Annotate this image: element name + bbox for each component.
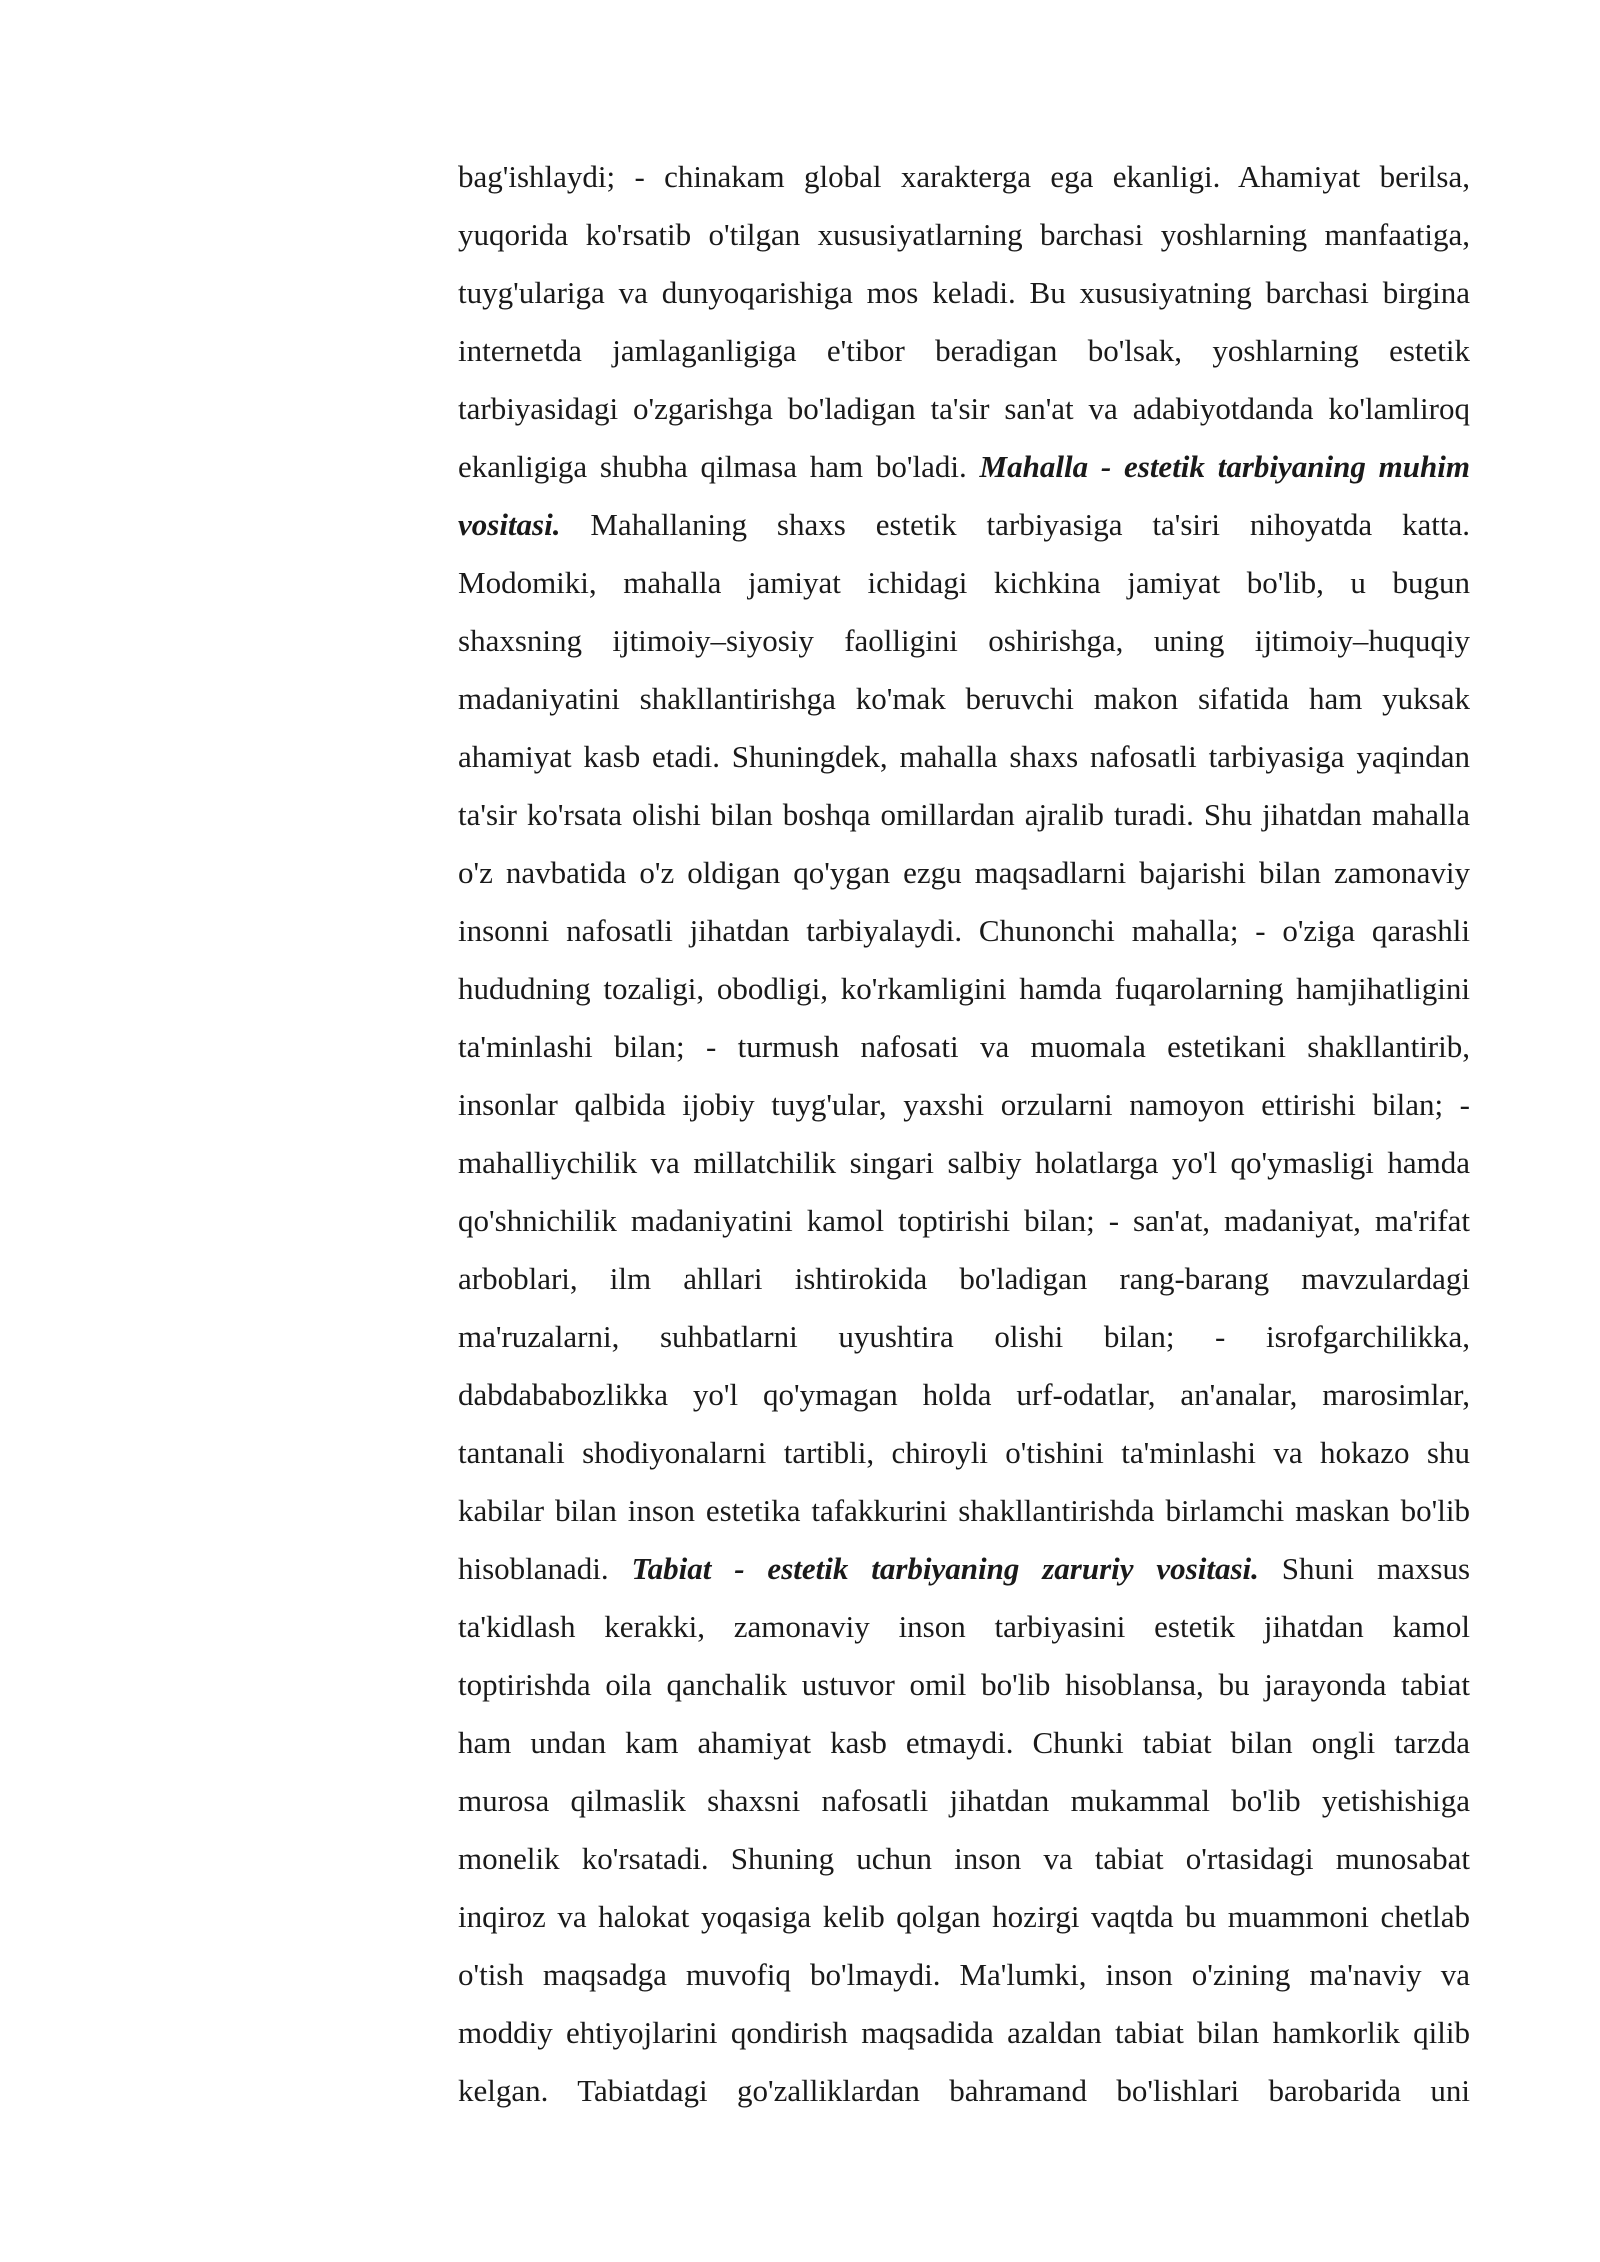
text-run: ahamiyat kasb etadi. Shuningdek, mahalla shaxs nafosatli tarbiyasiga yaqindan bbox=[458, 739, 1470, 774]
text-line bbox=[458, 844, 1470, 902]
text-line bbox=[458, 496, 1470, 554]
text-run: tuyg'ulariga va dunyoqarishiga mos keladi. Bu xususiyatning barchasi birgina bbox=[458, 275, 1470, 310]
text-line bbox=[458, 670, 1470, 728]
bold-italic-heading: vositasi. bbox=[458, 507, 561, 542]
text-run: murosa qilmaslik shaxsni nafosatli jihatdan mukammal bo'lib yetishishiga bbox=[458, 1783, 1470, 1818]
bold-italic-heading: Mahalla - estetik tarbiyaning muhim bbox=[979, 449, 1470, 484]
text-run: hisoblanadi. bbox=[458, 1551, 632, 1586]
text-run: Modomiki, mahalla jamiyat ichidagi kichkina jamiyat bo'lib, u bugun bbox=[458, 565, 1470, 600]
text-run: ham undan kam ahamiyat kasb etmaydi. Chunki tabiat bilan ongli tarzda bbox=[458, 1725, 1470, 1760]
text-run: mahalliychilik va millatchilik singari salbiy holatlarga yo'l qo'ymasligi hamda bbox=[458, 1145, 1470, 1180]
text-line bbox=[458, 1192, 1470, 1250]
text-line bbox=[458, 2062, 1470, 2120]
text-line bbox=[458, 1482, 1470, 1540]
body-text bbox=[458, 148, 1470, 2120]
text-run: ma'ruzalarni, suhbatlarni uyushtira olishi bilan; - isrofgarchilikka, bbox=[458, 1319, 1470, 1354]
text-run: internetda jamlaganligiga e'tibor beradigan bo'lsak, yoshlarning estetik bbox=[458, 333, 1470, 368]
text-run: toptirishda oila qanchalik ustuvor omil bo'lib hisoblansa, bu jarayonda tabiat bbox=[458, 1667, 1470, 1702]
text-line bbox=[458, 728, 1470, 786]
text-line bbox=[458, 960, 1470, 1018]
text-line bbox=[458, 1134, 1470, 1192]
text-run: bag'ishlaydi; - chinakam global xarakterga ega ekanligi. Ahamiyat berilsa, bbox=[458, 159, 1470, 194]
text-run: qo'shnichilik madaniyatini kamol toptirishi bilan; - san'at, madaniyat, ma'rifat bbox=[458, 1203, 1470, 1238]
text-line bbox=[458, 786, 1470, 844]
text-run: hududning tozaligi, obodligi, ko'rkamligini hamda fuqarolarning hamjihatligini bbox=[458, 971, 1470, 1006]
text-run: insonni nafosatli jihatdan tarbiyalaydi. Chunonchi mahalla; - o'ziga qarashli bbox=[458, 913, 1470, 948]
text-line bbox=[458, 1366, 1470, 1424]
text-run: monelik ko'rsatadi. Shuning uchun inson va tabiat o'rtasidagi munosabat bbox=[458, 1841, 1470, 1876]
text-run: kabilar bilan inson estetika tafakkurini shakllantirishda birlamchi maskan bo'lib bbox=[458, 1493, 1470, 1528]
text-run: Shuni maxsus bbox=[1258, 1551, 1470, 1586]
text-run: ta'kidlash kerakki, zamonaviy inson tarbiyasini estetik jihatdan kamol bbox=[458, 1609, 1470, 1644]
text-line bbox=[458, 1830, 1470, 1888]
text-run: o'z navbatida o'z oldigan qo'ygan ezgu maqsadlarni bajarishi bilan zamonaviy bbox=[458, 855, 1470, 890]
text-line bbox=[458, 1018, 1470, 1076]
text-run: arboblari, ilm ahllari ishtirokida bo'ladigan rang-barang mavzulardagi bbox=[458, 1261, 1470, 1296]
text-run: tantanali shodiyonalarni tartibli, chiroyli o'tishini ta'minlashi va hokazo shu bbox=[458, 1435, 1470, 1470]
text-run: o'tish maqsadga muvofiq bo'lmaydi. Ma'lumki, inson o'zining ma'naviy va bbox=[458, 1957, 1470, 1992]
text-line bbox=[458, 1308, 1470, 1366]
text-line bbox=[458, 380, 1470, 438]
text-run: shaxsning ijtimoiy–siyosiy faolligini oshirishga, uning ijtimoiy–huquqiy bbox=[458, 623, 1470, 658]
text-run: dabdababozlikka yo'l qo'ymagan holda urf-odatlar, an'analar, marosimlar, bbox=[458, 1377, 1470, 1412]
text-run: ta'sir ko'rsata olishi bilan boshqa omillardan ajralib turadi. Shu jihatdan mahalla bbox=[458, 797, 1470, 832]
text-run: tarbiyasidagi o'zgarishga bo'ladigan ta'sir san'at va adabiyotdanda ko'lamliroq bbox=[458, 391, 1470, 426]
text-line bbox=[458, 206, 1470, 264]
text-line bbox=[458, 264, 1470, 322]
bold-italic-heading: Tabiat - estetik tarbiyaning zaruriy vositasi. bbox=[631, 1551, 1259, 1586]
text-run: yuqorida ko'rsatib o'tilgan xususiyatlarning barchasi yoshlarning manfaatiga, bbox=[458, 217, 1470, 252]
text-line bbox=[458, 1250, 1470, 1308]
text-line bbox=[458, 1772, 1470, 1830]
text-run: insonlar qalbida ijobiy tuyg'ular, yaxshi orzularni namoyon ettirishi bilan; - bbox=[458, 1087, 1470, 1122]
text-run: Mahallaning shaxs estetik tarbiyasiga ta'siri nihoyatda katta. bbox=[560, 507, 1470, 542]
text-run: inqiroz va halokat yoqasiga kelib qolgan hozirgi vaqtda bu muammoni chetlab bbox=[458, 1899, 1470, 1934]
text-line bbox=[458, 1424, 1470, 1482]
text-line bbox=[458, 322, 1470, 380]
text-run: ta'minlashi bilan; - turmush nafosati va muomala estetikani shakllantirib, bbox=[458, 1029, 1470, 1064]
text-line bbox=[458, 2004, 1470, 2062]
text-line bbox=[458, 1598, 1470, 1656]
text-line bbox=[458, 612, 1470, 670]
text-line bbox=[458, 1946, 1470, 2004]
text-line bbox=[458, 1540, 1470, 1598]
text-line bbox=[458, 1656, 1470, 1714]
text-line bbox=[458, 902, 1470, 960]
text-line bbox=[458, 148, 1470, 206]
text-run: kelgan. Tabiatdagi go'zalliklardan bahramand bo'lishlari barobarida uni bbox=[458, 2073, 1470, 2108]
text-line bbox=[458, 438, 1470, 496]
text-run: ekanligiga shubha qilmasa ham bo'ladi. bbox=[458, 449, 980, 484]
text-line bbox=[458, 554, 1470, 612]
text-line bbox=[458, 1076, 1470, 1134]
text-run: moddiy ehtiyojlarini qondirish maqsadida azaldan tabiat bilan hamkorlik qilib bbox=[458, 2015, 1470, 2050]
text-run: madaniyatini shakllantirishga ko'mak beruvchi makon sifatida ham yuksak bbox=[458, 681, 1470, 716]
text-line bbox=[458, 1888, 1470, 1946]
text-line bbox=[458, 1714, 1470, 1772]
